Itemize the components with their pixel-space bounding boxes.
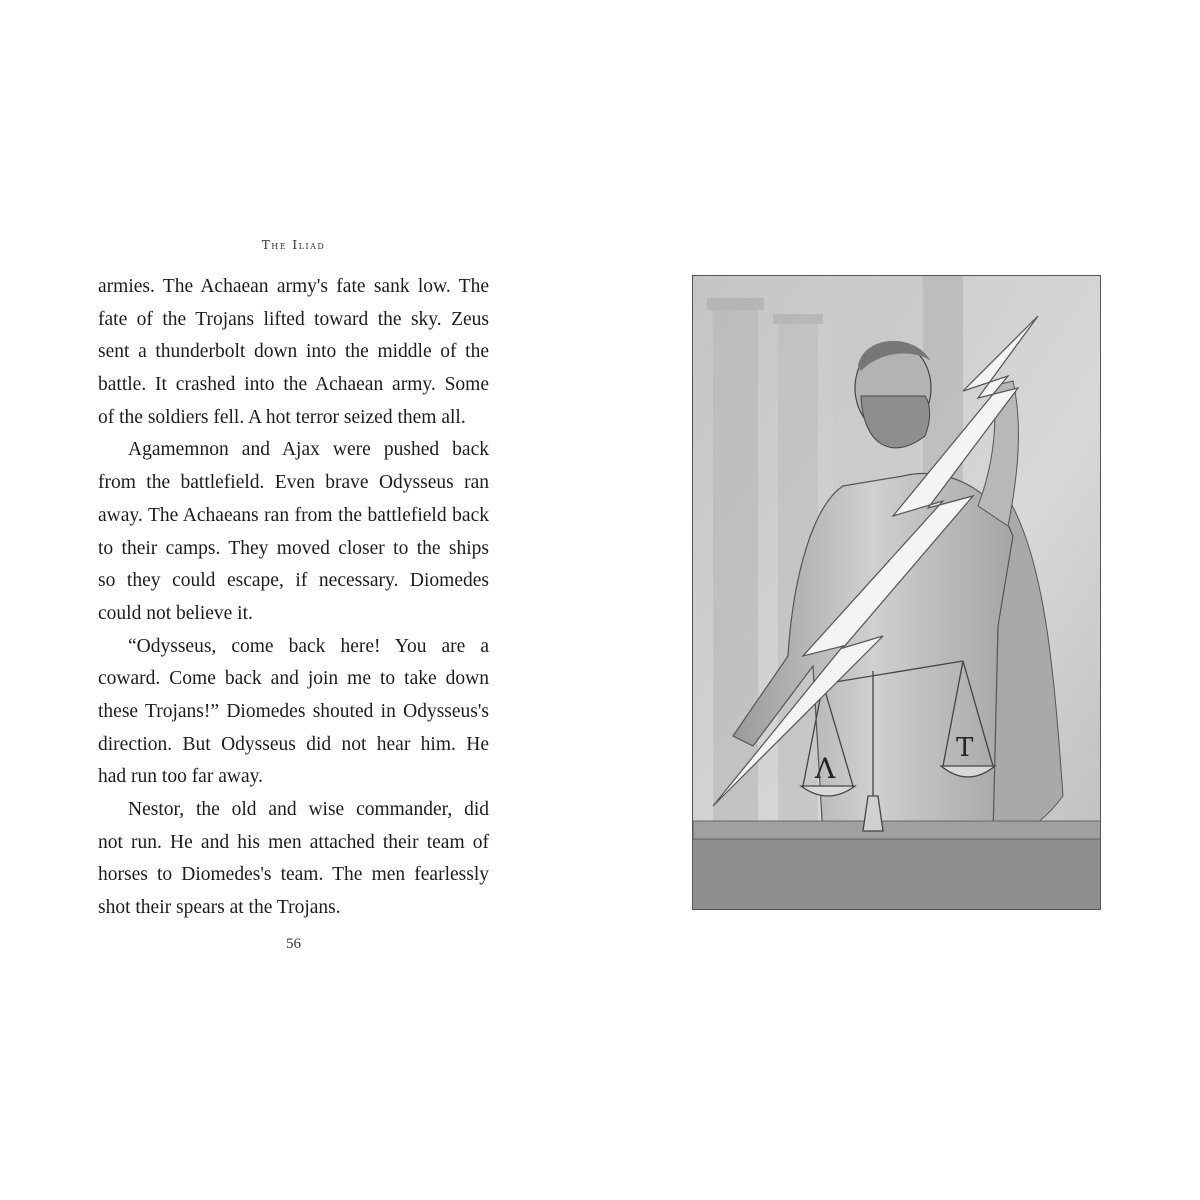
text-line: fate of the Trojans lifted toward the sky. Zeus — [98, 308, 489, 330]
text-line: horses to Diomedes's team. The men fearlessly — [98, 864, 489, 886]
text-line: Nestor, the old and wise commander, did — [128, 799, 489, 820]
scale-letter-lambda: Λ — [815, 752, 836, 785]
illustration-zeus — [692, 275, 1101, 910]
text-line: armies. The Achaean army's fate sank low. The — [98, 276, 489, 297]
text-line: Agamemnon and Ajax were pushed back — [128, 439, 489, 461]
text-line: from the battlefield. Even brave Odysseus ran — [98, 472, 489, 494]
text-line: these Trojans!” Diomedes shouted in Odysseus's — [98, 700, 489, 722]
text-line: “Odysseus, come back here! You are a — [128, 635, 489, 657]
running-head: The Iliad — [261, 238, 326, 252]
body-text — [98, 271, 489, 925]
text-line: to their camps. They moved closer to the ships — [98, 537, 489, 559]
text-line: away. The Achaeans ran from the battlefield back — [98, 504, 489, 526]
text-line: coward. Come back and join me to take down — [98, 668, 489, 690]
page-number: 56 — [286, 936, 301, 952]
text-line: battle. It crashed into the Achaean army. Some — [98, 374, 489, 396]
scale-letter-tau: T — [956, 733, 974, 763]
text-line: had run too far away. — [98, 766, 263, 788]
text-line: direction. But Odysseus did not hear him. He — [98, 733, 489, 755]
text-line: not run. He and his men attached their team of — [98, 831, 489, 853]
text-line: shot their spears at the Trojans. — [98, 897, 341, 919]
text-line: could not believe it. — [98, 602, 253, 624]
text-line: of the soldiers fell. A hot terror seized them all. — [98, 406, 466, 428]
text-line: so they could escape, if necessary. Diomedes — [98, 570, 489, 592]
text-line: sent a thunderbolt down into the middle of the — [98, 341, 489, 363]
